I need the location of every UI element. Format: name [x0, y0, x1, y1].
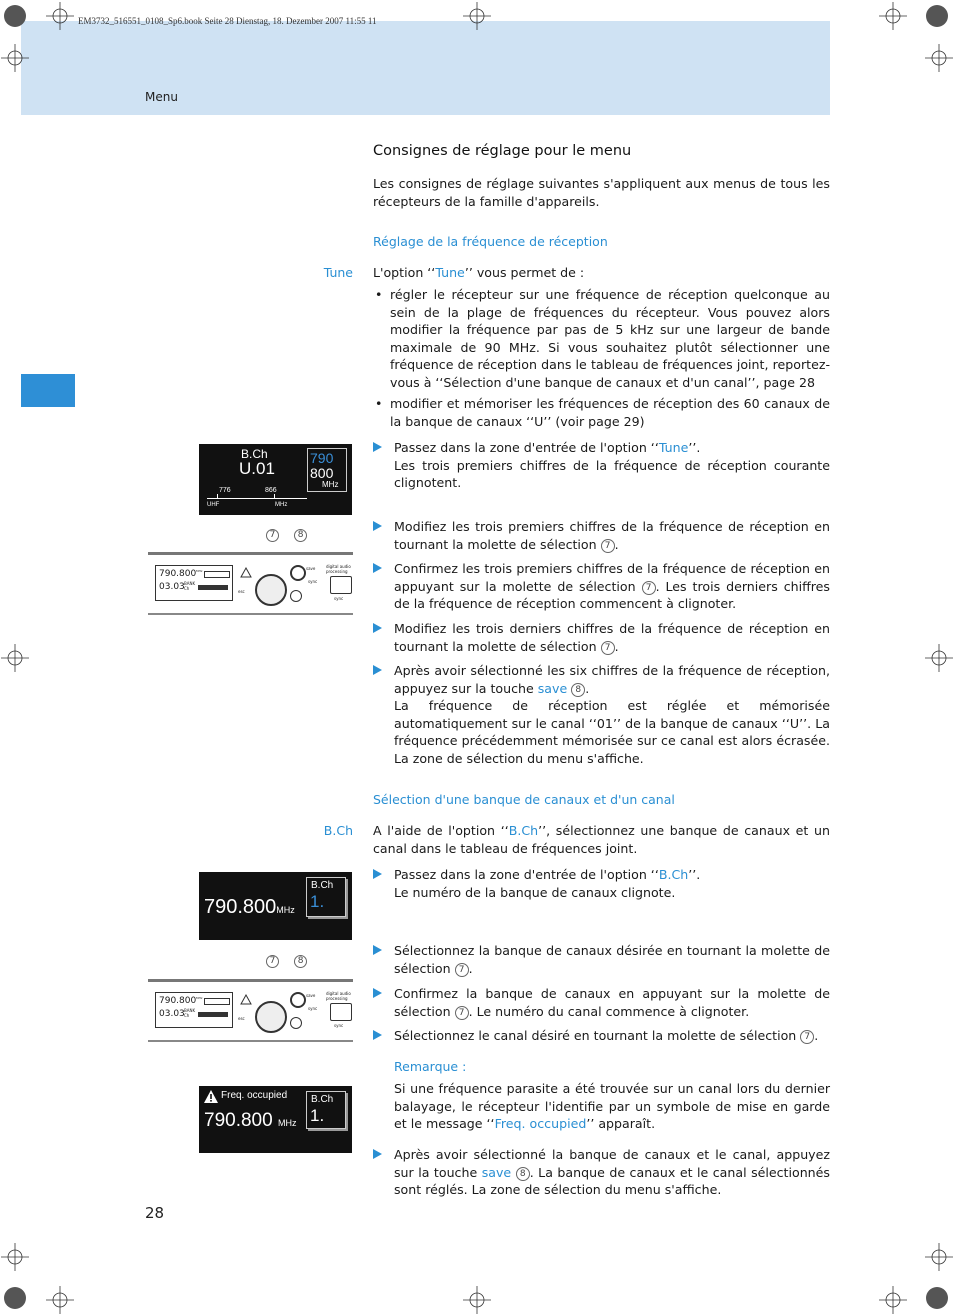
sync-label-bottom: sync	[334, 596, 344, 601]
headphone-jack[interactable]	[290, 590, 302, 602]
callout-save: 8	[294, 955, 307, 968]
list-item: • régler le récepteur sur une fréquence de réception quelconque au sein de la plage de fréquences du récepteur. Vous pouvez alors modifier la fréquence par pas de 5 kHz sur une largeur de bande maximale de 90 MHz. Si vous souhaitez plutôt sélectionner une fréquence de réception dans le tableau de fréquences joint, reportez-vous à ‘‘Sélection d'une banque de canaux et d'un canal’’, page 28	[373, 286, 830, 391]
step-arrow-icon	[373, 988, 382, 998]
headphone-jack[interactable]	[290, 1017, 302, 1029]
note-heading: Remarque :	[394, 1059, 467, 1074]
scale-band: UHF	[207, 502, 220, 508]
device-channel: 03.03	[159, 1009, 185, 1019]
level-meter	[204, 571, 230, 578]
note-body: Si une fréquence parasite a été trouvée sur un canal lors du dernier balayage, le récepteur l'identifie par un symbole de mise en garde et le message ‘‘Freq. occupied’’ apparaît.	[394, 1081, 830, 1131]
device-mhz-label: MHz	[196, 569, 203, 573]
step-arrow-icon	[373, 869, 382, 879]
step-arrow-icon	[373, 623, 382, 633]
scale-low: 776	[219, 487, 231, 494]
tune-lead: L'option ‘‘Tune’’ vous permet de :	[373, 265, 585, 280]
page-title: Consignes de réglage pour le menu	[373, 143, 632, 159]
tune-bullet-list	[373, 286, 830, 434]
bch-lead: A l'aide de l'option ‘‘B.Ch’’, sélectionnez une banque de canaux et un canal dans le tableau de fréquences joint.	[373, 823, 830, 856]
bch-step-2: Sélectionnez la banque de canaux désirée en tournant la molette de sélection 7 .	[373, 942, 830, 977]
lcd-freq-high: 790	[310, 450, 334, 466]
page-number: 28	[145, 1204, 165, 1222]
callout-wheel: 7	[266, 529, 279, 542]
scale-unit: MHz	[275, 502, 288, 508]
lcd-freq-low: 800	[310, 465, 334, 481]
sync-label-bottom: sync	[334, 1023, 344, 1028]
warning-icon	[240, 994, 252, 1005]
callout-wheel: 7	[601, 539, 615, 553]
save-button[interactable]	[290, 565, 306, 581]
lcd-unit: MHz	[322, 480, 339, 489]
scale-high: 866	[265, 487, 277, 494]
device-freq: 790.800	[159, 996, 197, 1006]
step-arrow-icon	[373, 521, 382, 531]
lcd-bank-tag: B.Ch	[311, 1094, 334, 1105]
digital-label: digital audio processing	[326, 564, 351, 574]
device-channel: 03.03	[159, 582, 185, 592]
status-bar	[198, 1012, 228, 1017]
tune-step-5: Après avoir sélectionné les six chiffres de la fréquence de réception, appuyez sur la touche save 8 . La fréquence de réception est réglée et mémorisée automatiquement sur le canal ‘‘01’’ de la banque de canaux ‘‘U’’. La fréquence précédemment mémorisée sur ce canal est alors écrasée. La zone de sélection du menu s'affiche.	[373, 662, 830, 767]
callout-row	[266, 523, 307, 542]
esc-label: esc	[238, 1016, 245, 1021]
lcd-bank-box	[306, 1091, 346, 1129]
esc-label: esc	[238, 589, 245, 594]
running-header: Menu	[145, 90, 178, 104]
callout-wheel: 7	[266, 955, 279, 968]
save-label: save	[306, 993, 316, 998]
sync-button[interactable]	[330, 576, 352, 594]
level-meter	[204, 998, 230, 1005]
lcd-frequency: 790.800 MHz	[204, 1110, 297, 1131]
device-freq: 790.800	[159, 569, 197, 579]
tune-step-4: Modifiez les trois derniers chiffres de la fréquence de réception en tournant la molette de sélection 7 .	[373, 620, 830, 655]
lcd-bch-display	[199, 872, 352, 940]
scale-range	[217, 494, 275, 499]
margin-label-tune: Tune	[323, 265, 353, 280]
callout-wheel: 7	[601, 641, 615, 655]
jog-wheel[interactable]	[255, 1001, 287, 1033]
margin-label-bch: B.Ch	[323, 823, 353, 838]
callout-wheel: 7	[642, 581, 656, 595]
status-bar	[198, 585, 228, 590]
intro-paragraph: Les consignes de réglage suivantes s'appliquent aux menus de tous les récepteurs de la famille d'appareils.	[373, 176, 830, 209]
tune-step-1: Passez dans la zone d'entrée de l'option ‘‘Tune’’. Les trois premiers chiffres de la fréquence de réception courante clignotent.	[373, 439, 830, 492]
tune-step-3: Confirmez les trois premiers chiffres de la fréquence de réception en appuyant sur la molette de sélection 7 . Les trois derniers chiffres de la fréquence de réception commencent à clignoter.	[373, 560, 830, 613]
lcd-bank-number: 1.	[310, 892, 325, 911]
lcd-channel: U.01	[239, 459, 275, 478]
sync-label: sync	[308, 579, 318, 584]
device-mhz-label: MHz	[196, 996, 203, 1000]
bch-step-1: Passez dans la zone d'entrée de l'option ‘‘B.Ch’’. Le numéro de la banque de canaux clignote.	[373, 866, 830, 901]
callout-save: 8	[571, 683, 585, 697]
lcd-bank-number: 1.	[310, 1106, 325, 1125]
list-item: • modifier et mémoriser les fréquences de réception des 60 canaux de la banque de canaux ‘‘U’’ (voir page 29)	[373, 395, 830, 430]
callout-wheel: 7	[800, 1030, 814, 1044]
step-arrow-icon	[373, 563, 382, 573]
print-line: EM3732_516551_0108_Sp6.book Seite 28 Dienstag, 18. Dezember 2007 11:55 11	[78, 16, 377, 26]
sync-button[interactable]	[330, 1003, 352, 1021]
step-arrow-icon	[373, 665, 382, 675]
section-heading-bch: Sélection d'une banque de canaux et d'un canal	[373, 792, 675, 807]
step-arrow-icon	[373, 945, 382, 955]
sync-label: sync	[308, 1006, 318, 1011]
device-display	[155, 992, 233, 1028]
lcd-title: B.Ch	[241, 447, 268, 461]
device-display	[155, 565, 233, 601]
callout-wheel: 7	[455, 1006, 469, 1020]
lcd-freq-box	[307, 448, 347, 492]
step-arrow-icon	[373, 1030, 382, 1040]
lcd-bank-tag: B.Ch	[311, 880, 334, 891]
lcd-occupied-display	[199, 1086, 352, 1153]
receiver-front-panel	[148, 979, 353, 1042]
bch-step-5: Après avoir sélectionné la banque de canaux et le canal, appuyez sur la touche save 8 . La banque de canaux et le canal sélectionnés sont réglés. La zone de sélection du menu s'affiche.	[373, 1146, 830, 1199]
step-arrow-icon	[373, 1149, 382, 1159]
warning-icon	[240, 567, 252, 578]
jog-wheel[interactable]	[255, 574, 287, 606]
callout-row	[266, 949, 307, 968]
save-label: save	[306, 566, 316, 571]
device-bank-label: BANK	[184, 581, 196, 586]
bch-step-4: Sélectionnez le canal désiré en tournant la molette de sélection 7 .	[373, 1027, 830, 1045]
tune-step-2: Modifiez les trois premiers chiffres de la fréquence de réception en tournant la molette de sélection 7 .	[373, 518, 830, 553]
step-arrow-icon	[373, 442, 382, 452]
callout-wheel: 7	[455, 963, 469, 977]
lcd-frequency: 790.800MHz	[204, 896, 295, 918]
save-button[interactable]	[290, 992, 306, 1008]
digital-label: digital audio processing	[326, 991, 351, 1001]
device-ch-label: Ch	[184, 586, 190, 591]
lcd-tune-display	[199, 444, 352, 515]
lcd-bank-box	[306, 877, 346, 917]
bch-step-3: Confirmez la banque de canaux en appuyant sur la molette de sélection 7 . Le numéro du canal commence à clignoter.	[373, 985, 830, 1020]
callout-save: 8	[294, 529, 307, 542]
section-heading-tune: Réglage de la fréquence de réception	[373, 234, 608, 249]
warning-icon	[203, 1089, 219, 1104]
receiver-front-panel	[148, 552, 353, 615]
device-bank-label: BANK	[184, 1008, 196, 1013]
device-ch-label: Ch	[184, 1013, 190, 1018]
callout-save: 8	[516, 1167, 530, 1181]
lcd-warning-text: Freq. occupied	[221, 1090, 288, 1101]
